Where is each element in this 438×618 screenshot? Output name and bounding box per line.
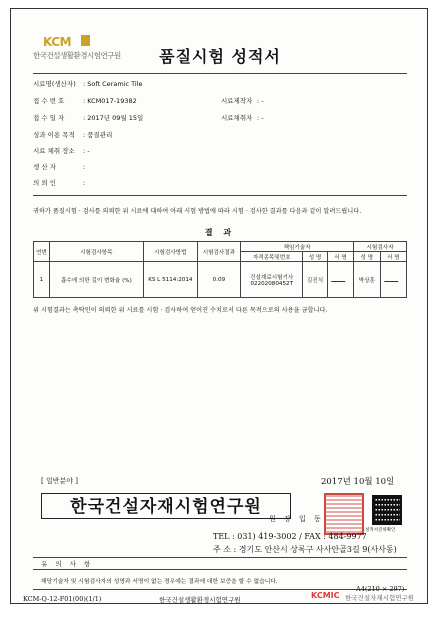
cell-tester-name: 김진식 [303,262,327,298]
footer-brand-subtitle: 한국건설자재시험연구원 [345,594,415,602]
results-table [33,241,407,298]
form-code: KCM-Q-12-F01(00)(1/1) [23,595,102,603]
purpose-field [33,130,112,139]
official-seal-icon [324,493,364,535]
cell-no: 1 [34,262,50,298]
contact-address: 주 소 : 경기도 안산시 상록구 사사안골3길 9(사사동) [213,545,397,554]
header-tester-group: 책임기술자 [241,242,354,252]
sample-maker-field [221,96,264,105]
field-label: 시료명(생산자) [33,80,76,88]
sample-name-field [33,79,143,88]
signature-icon [331,275,349,282]
receipt-number-field [33,96,137,105]
logo-name: 한국건설생활환경시험연구원 [33,51,121,60]
qr-code-icon [372,495,402,525]
header-inspector-group: 시험검사자 [354,242,407,252]
results-heading: 결 과 [204,228,236,237]
page-title: 품질시험 성적서 [159,47,281,66]
sampling-site-field [33,146,90,155]
header-tester-name: 성 명 [303,252,327,262]
organization-name: 한국건설자재시험연구원 [41,493,291,519]
divider [33,569,407,570]
header-tester-sign: 서 명 [327,252,353,262]
field-value: : 품질관리 [83,131,113,139]
caution-text: 해당기술자 및 시험검사자의 성명과 서명이 없는 경우에는 결과에 대한 보증을 할 수 없습니다. [41,579,278,585]
header-item: 시험검사항목 [49,242,143,262]
cell-tester-signature [327,262,353,298]
field-label: 생 산 자 [33,163,56,171]
field-label: 접 수 번 호 [33,97,65,105]
field-label: 의 뢰 인 [33,179,56,187]
paper-size: A4(210 × 297) [356,585,405,593]
caution-heading: 유 의 사 항 [41,560,94,568]
field-value: : [83,163,86,171]
cell-result: 0.09 [197,262,240,298]
preface-text: 귀하가 품질시험 · 검사를 의뢰한 위 시료에 대하여 아래 시험 방법에 따라 시험 · 검사한 결과를 다음과 같이 알려드립니다. [33,208,362,215]
header-method: 시험검사방법 [143,242,197,262]
cell-method: KS L 5114:2014 [143,262,197,298]
qr-caption: 성적서진위확인 [365,528,396,533]
receipt-date-field [33,113,143,122]
divider [33,557,407,558]
footer-brand: KCMIC [311,591,340,600]
contact-phone: TEL : 031) 419-3002 / FAX : 484-9977 [213,532,367,541]
header-no: 연번 [34,242,50,262]
field-value: : - [83,147,90,155]
divider [33,73,407,74]
field-label: 시료제작자 [221,97,253,105]
field-value: : KCM017-19382 [83,97,137,105]
field-label: 성과 이용 목적 [33,131,75,139]
cell-item: 흡수에 의한 길이 변화율 (%) [49,262,143,298]
header-inspector-name: 성 명 [354,252,380,262]
cell-inspector-name: 박상훈 [354,262,380,298]
field-value: : Soft Ceramic Tile [83,80,143,88]
table-row [34,262,407,298]
director-title: 원 장 입 동 [269,515,324,523]
field-value: : 2017년 09월 15일 [83,114,144,122]
header-qualification: 자격종목및번호 [241,252,303,262]
logo-mark: KCM [43,35,72,49]
header-result: 시험검사결과 [197,242,240,262]
issue-date: 2017년 10월 10일 [321,477,395,487]
certificate-page [10,8,428,604]
category-label: [ 일반분야 ] [41,477,78,485]
field-value: : [83,179,86,187]
sample-collector-field [221,113,264,122]
field-label: 시료 채취 장소 [33,147,75,155]
field-label: 접 수 일 자 [33,114,65,122]
divider [33,195,407,196]
client-field [33,178,85,187]
footer-organization: 한국건설생활환경시험연구원 [159,596,241,604]
header-inspector-sign: 서 명 [380,252,407,262]
producer-field [33,162,85,171]
field-label: 시료채취자 [221,114,253,122]
cell-qualification [241,262,303,298]
cell-inspector-signature [380,262,407,298]
field-value: : - [257,114,264,122]
divider [33,589,407,590]
signature-icon [384,275,402,282]
usage-note: 위 시험결과는 촉탁인이 의뢰한 위 시료를 시험 · 검사하여 얻어진 수치로서 다른 목적으로의 사용을 금합니다. [33,307,328,314]
field-value: : - [257,97,264,105]
qualification-name: 건설재료시험기사 [250,274,294,281]
qualification-number: 02202080452T [250,280,294,287]
